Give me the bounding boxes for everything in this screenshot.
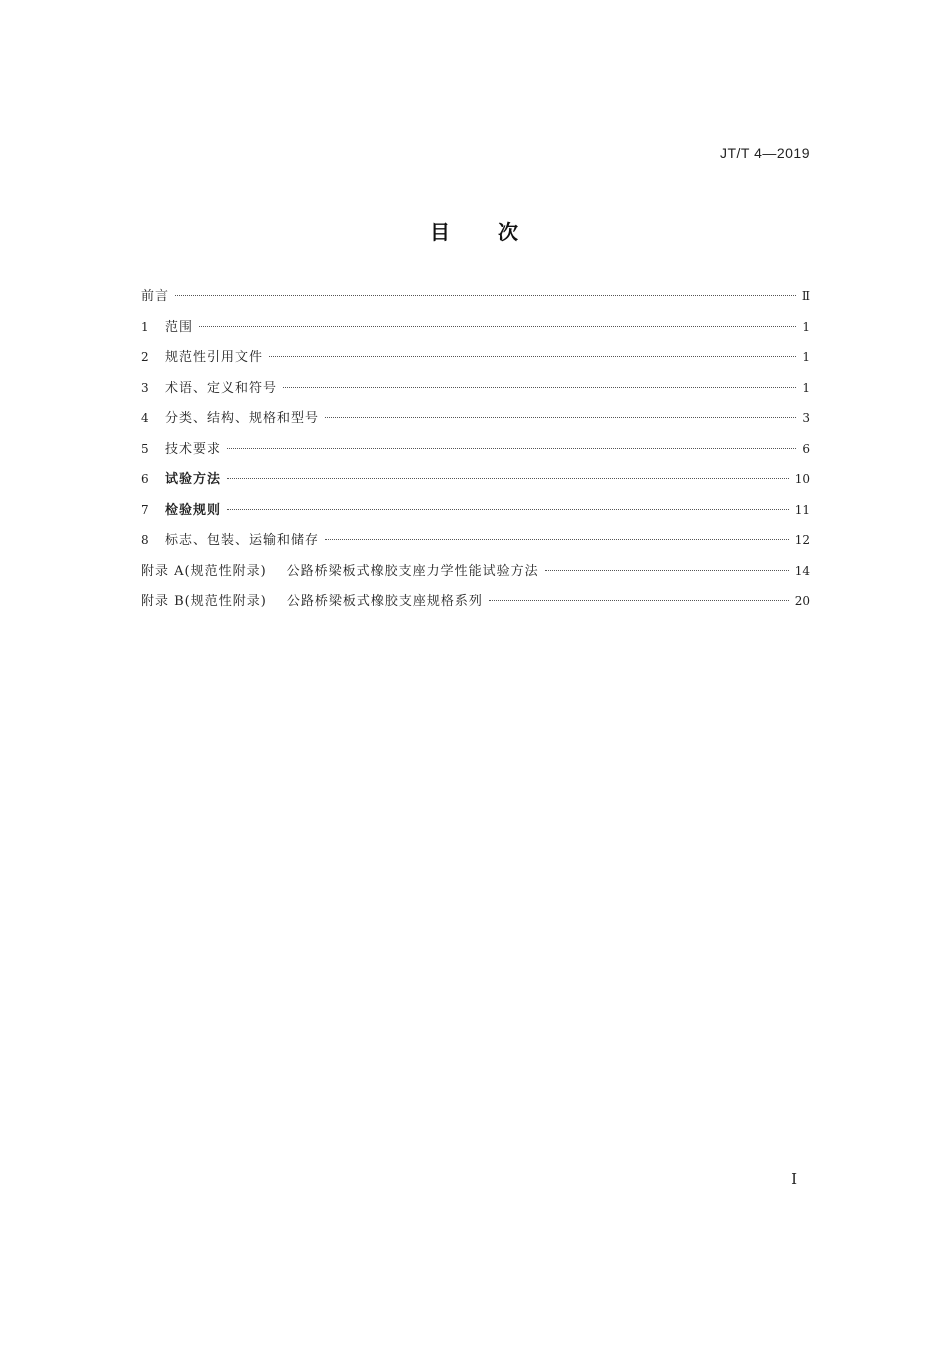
toc-appendix-label bbox=[141, 560, 539, 579]
toc-entry-label: 分类、结构、规格和型号 bbox=[165, 411, 320, 426]
standard-code: JT/T 4—2019 bbox=[719, 145, 810, 161]
toc-entry-2[interactable] bbox=[141, 346, 810, 377]
toc-entry-4[interactable] bbox=[141, 407, 810, 438]
toc-leader-dots bbox=[325, 539, 789, 540]
toc-entry-label: 标志、包装、运输和储存 bbox=[165, 533, 320, 548]
toc-entry-label: 试验方法 bbox=[165, 472, 222, 487]
toc-appendix-title: 公路桥梁板式橡胶支座规格系列 bbox=[286, 594, 483, 609]
toc-appendix-id: 附录 A(规范性附录) bbox=[141, 563, 267, 579]
toc-entry-number: 6 bbox=[141, 472, 149, 486]
toc-entry-label: 范围 bbox=[165, 319, 194, 335]
toc-entry-number: 8 bbox=[141, 533, 149, 547]
toc-leader-dots bbox=[283, 387, 796, 388]
toc-entry-page: Ⅱ bbox=[801, 289, 810, 303]
toc-leader-dots bbox=[199, 326, 796, 327]
toc-entry-number: 3 bbox=[141, 380, 149, 395]
toc-entry-page: 6 bbox=[802, 441, 810, 456]
toc-entry-appendix-a[interactable] bbox=[141, 560, 810, 591]
title-part-2: 次 bbox=[498, 220, 520, 244]
toc-entry-page: 20 bbox=[794, 594, 810, 608]
toc-entry-page: 3 bbox=[802, 411, 810, 425]
toc-appendix-id: 附录 B(规范性附录) bbox=[141, 594, 267, 609]
toc-entry-number: 2 bbox=[141, 350, 149, 364]
page-number: I bbox=[791, 1170, 797, 1188]
toc-appendix-title: 公路桥梁板式橡胶支座力学性能试验方法 bbox=[286, 563, 539, 579]
toc-leader-dots bbox=[269, 356, 796, 357]
toc-entry-label: 检验规则 bbox=[165, 502, 222, 518]
toc-entry-page: 11 bbox=[794, 502, 810, 517]
toc-entry-number: 1 bbox=[141, 319, 149, 334]
toc-entry-number: 7 bbox=[141, 502, 149, 517]
toc-entry-page: 14 bbox=[794, 563, 810, 578]
toc-entry-label: 技术要求 bbox=[165, 441, 222, 457]
toc-leader-dots bbox=[227, 509, 789, 510]
toc-entry-1[interactable] bbox=[141, 316, 810, 347]
toc-entry-foreword[interactable] bbox=[141, 285, 810, 316]
toc-entry-3[interactable] bbox=[141, 377, 810, 408]
toc-entry-label: 术语、定义和符号 bbox=[165, 380, 278, 396]
toc-entry-number: 4 bbox=[141, 411, 149, 425]
toc-leader-dots bbox=[489, 600, 789, 601]
toc-leader-dots bbox=[545, 570, 789, 571]
page-title bbox=[0, 216, 950, 245]
toc-entry-appendix-b[interactable] bbox=[141, 590, 810, 621]
title-part-1: 目 bbox=[430, 220, 452, 244]
toc-leader-dots bbox=[175, 295, 796, 296]
toc-entry-8[interactable] bbox=[141, 529, 810, 560]
toc-leader-dots bbox=[227, 448, 796, 449]
toc-leader-dots bbox=[325, 417, 796, 418]
toc-entry-page: 1 bbox=[802, 350, 810, 364]
toc-entry-page: 1 bbox=[802, 319, 810, 334]
table-of-contents bbox=[141, 285, 810, 621]
toc-entry-page: 12 bbox=[794, 533, 810, 547]
toc-entry-page: 1 bbox=[802, 380, 810, 395]
toc-leader-dots bbox=[227, 478, 789, 479]
toc-entry-5[interactable] bbox=[141, 438, 810, 469]
toc-entry-label: 前言 bbox=[141, 289, 170, 304]
toc-entry-6[interactable] bbox=[141, 468, 810, 499]
toc-entry-7[interactable] bbox=[141, 499, 810, 530]
toc-entry-number: 5 bbox=[141, 441, 149, 456]
toc-appendix-label bbox=[141, 590, 483, 609]
toc-entry-label: 规范性引用文件 bbox=[165, 350, 264, 365]
toc-entry-page: 10 bbox=[794, 472, 810, 486]
